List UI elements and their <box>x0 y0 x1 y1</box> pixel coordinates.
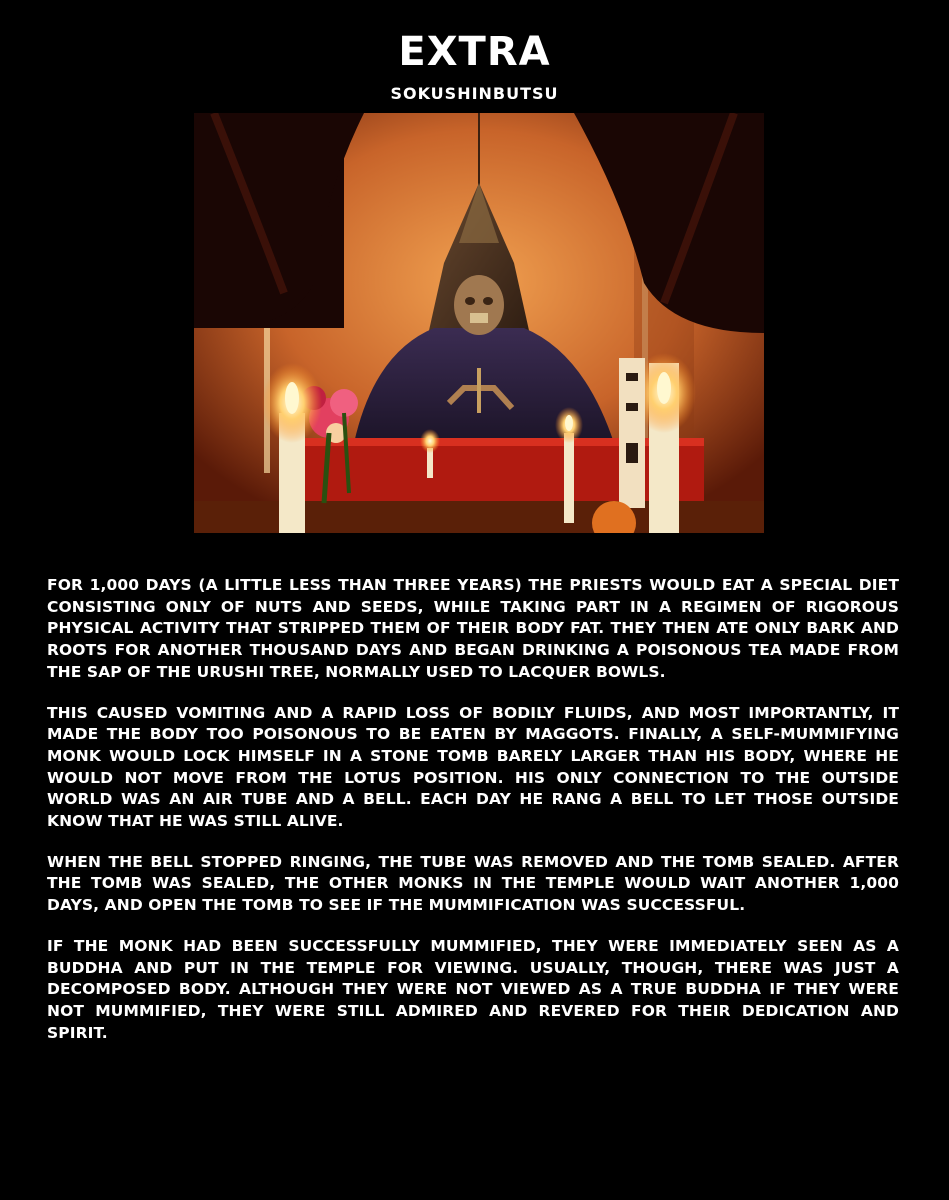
article-body <box>47 575 899 1063</box>
paragraph-1: FOR 1,000 DAYS (A LITTLE LESS THAN THREE YEARS) THE PRIESTS WOULD EAT A SPECIAL DIET CONSISTING ONLY OF NUTS AND SEEDS, WHILE TAKING PART IN A REGIMEN OF RIGOROUS PHYSICAL ACTIVITY THAT STRIPPED THEM OF THEIR BODY FAT. THEY THEN ATE ONLY BARK AND ROOTS FOR ANOTHER THOUSAND DAYS AND BEGAN DRINKING A POISONOUS TEA MADE FROM THE SAP OF THE URUSHI TREE, NORMALLY USED TO LACQUER BOWLS. <box>47 576 899 681</box>
mummified-monk-shrine-photo <box>194 113 764 533</box>
paragraph-3: WHEN THE BELL STOPPED RINGING, THE TUBE WAS REMOVED AND THE TOMB SEALED. AFTER THE TOMB WAS SEALED, THE OTHER MONKS IN THE TEMPLE WOULD WAIT ANOTHER 1,000 DAYS, AND OPEN THE TOMB TO SEE IF THE MUMMIFICATION WAS SUCCESSFUL. <box>47 852 899 915</box>
paragraph-2: THIS CAUSED VOMITING AND A RAPID LOSS OF BODILY FLUIDS, AND MOST IMPORTANTLY, IT MADE THE BODY TOO POISONOUS TO BE EATEN BY MAGGOTS. FINALLY, A SELF-MUMMIFYING MONK WOULD LOCK HIMSELF IN A STONE TOMB BARELY LARGER THAN HIS BODY, WHERE HE WOULD NOT MOVE FROM THE LOTUS POSITION. HIS ONLY CONNECTION TO THE OUTSIDE WORLD WAS AN AIR TUBE AND A BELL. EACH DAY HE RANG A BELL TO LET THOSE OUTSIDE KNOW THAT HE WAS STILL ALIVE. <box>47 703 899 831</box>
page-subtitle: SOKUSHINBUTSU <box>390 84 559 103</box>
paragraph-4: IF THE MONK HAD BEEN SUCCESSFULLY MUMMIFIED, THEY WERE IMMEDIATELY SEEN AS A BUDDHA AND PUT IN THE TEMPLE FOR VIEWING. USUALLY, THOUGH, THERE WAS JUST A DECOMPOSED BODY. ALTHOUGH THEY WERE NOT VIEWED AS A TRUE BUDDHA IF THEY WERE NOT MUMMIFIED, THEY WERE STILL ADMIRED AND REVERED FOR THEIR DEDICATION AND SPIRIT. <box>47 936 899 1042</box>
page-title: EXTRA <box>398 29 551 75</box>
